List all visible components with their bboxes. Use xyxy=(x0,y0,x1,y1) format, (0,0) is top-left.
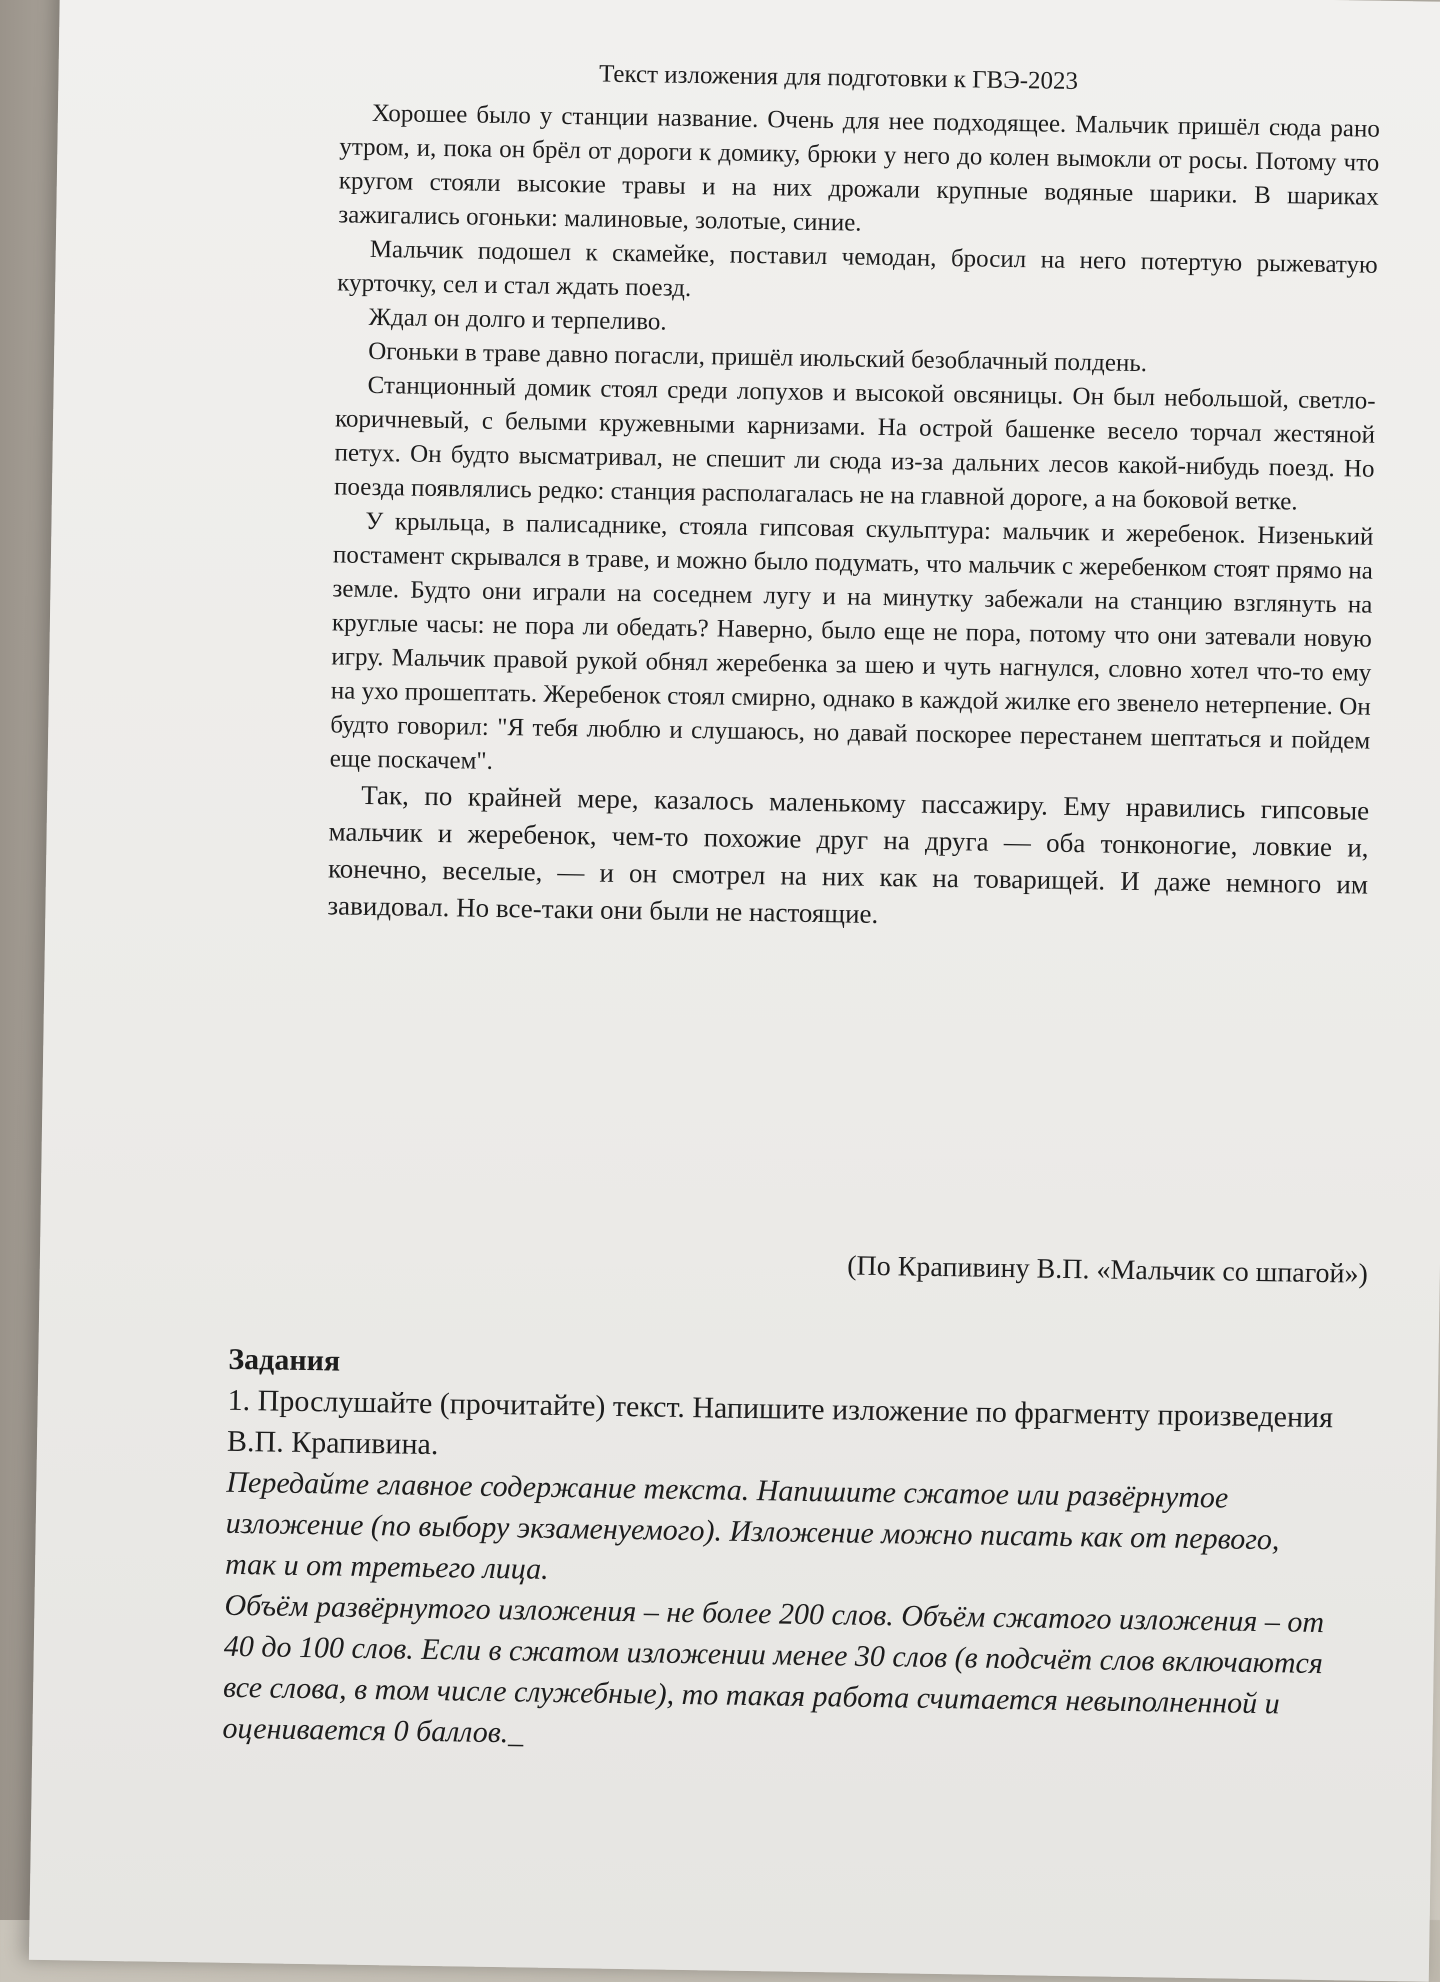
paragraph-7: Так, по крайней мере, казалось маленькому пассажиру. Ему нравились гипсовые мальчик и жеребенок, чем-то похожие друг на друга — оба тонконогие, ловкие и, конечно, веселые, — и он смотрел на них как на товарищей. И даже немного им завидовал. Но все-таки они были не настоящие. xyxy=(327,779,1370,929)
tasks-section xyxy=(222,1339,1338,1766)
source-citation: (По Крапивину В.П. «Мальчик со шпагой») xyxy=(846,1250,1369,1290)
document-title: Текст изложения для подготовки к ГВЭ-2023 xyxy=(598,60,1079,96)
paper-sheet xyxy=(29,0,1440,1982)
paragraph-1: Хорошее было у станции название. Очень для нее подходящее. Мальчик пришёл сюда рано утром, и, пока он брёл от дороги к домику, брюки у него до колен вымокли от росы. Потому что кругом стояли высокие травы и на них дрожали крупные водяные шарики. В шариках зажигались огоньки: малиновые, золотые, синие. xyxy=(338,99,1381,237)
tasks-heading: Задания xyxy=(228,1342,341,1378)
task-instruction-volume: Объём развёрнутого изложения – не более 200 слов. Объём сжатого изложения – от 40 до 100 слов. Если в сжатом изложении менее 30 слов (в подсчёт слов включаются все слова, в том числе служебные), то такая работа считается невыполненной и оценивается 0 баллов._ xyxy=(222,1588,1325,1750)
paragraph-6: У крыльца, в палисаднике, стояла гипсовая скульптура: мальчик и жеребенок. Низенький постамент скрывался в траве, и можно было подумать, что мальчик с жеребенком стоят прямо на земле. Будто они играли на соседнем лугу и на минутку забежали на станцию взглянуть на круглые часы: не пора ли обедать? Наверно, было еще не пора, потому что они затевали новую игру. Мальчик правой рукой обнял жеребенка за шею и чуть нагнулся, словно хотел что-то ему на ухо прошептать. Жеребенок стоял смирно, однако в каждой жилке его звенело нетерпение. Он будто говорил: "Я тебя люблю и слушаюсь, но давай поскорее перестанем шептаться и пойдем еще поскачем". xyxy=(329,507,1374,775)
paragraph-2: Мальчик подошел к скамейке, поставил чемодан, бросил на него потертую рыжеватую курточку, сел и стал ждать поезд. xyxy=(337,235,1378,302)
task-instruction-content: Передайте главное содержание текста. Напишите сжатое или развёрнутое изложение (по выбору экзаменуемого). Изложение можно писать как от первого, так и от третьего лица. xyxy=(224,1465,1280,1586)
paragraph-4: Огоньки в траве давно погасли, пришёл июльский безоблачный полдень. xyxy=(367,337,1148,378)
paragraph-3: Ждал он долго и терпеливо. xyxy=(368,303,667,336)
paragraph-5: Станционный домик стоял среди лопухов и высокой овсяницы. Он был небольшой, светло-коричневый, с белыми кружевными карнизами. На острой башенке весело торчал жестяной петух. Он будто высматривал, не спешит ли сюда из-за дальних лесов какой-нибудь поезд. Но поезда появлялись редко: станция располагалась не на главной дороге, а на боковой ветке. xyxy=(333,371,1376,516)
task-item-1: 1. Прослушайте (прочитайте) текст. Напишите изложение по фрагменту произведения В.П. Крапивина. xyxy=(226,1383,1334,1462)
story-text xyxy=(327,96,1380,940)
